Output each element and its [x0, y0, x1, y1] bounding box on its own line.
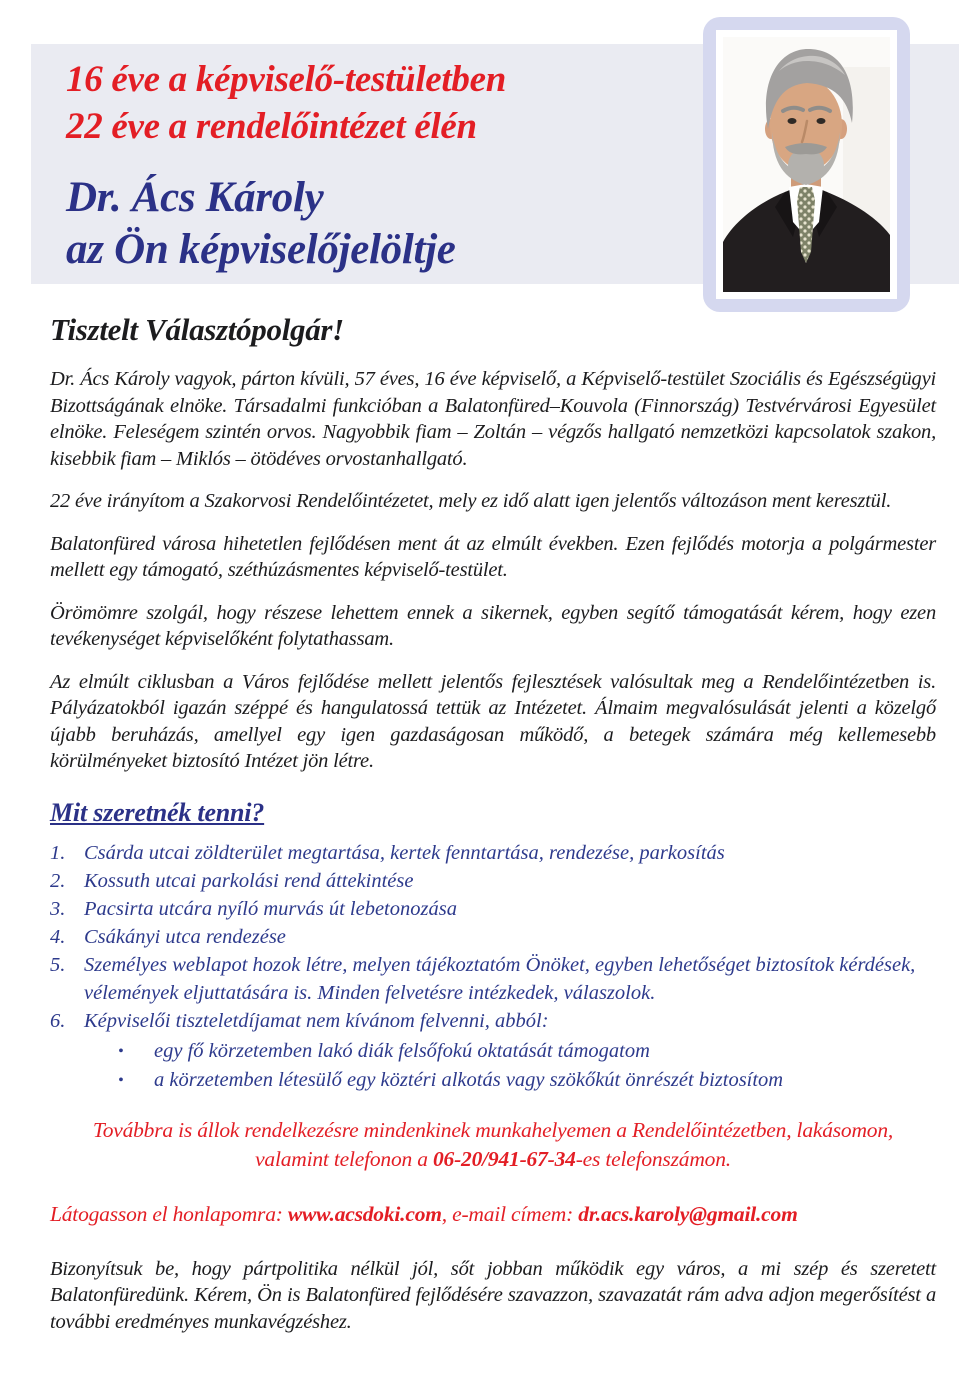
sub-bullet-1: [50, 1037, 936, 1067]
email-address: dr.acs.karoly@gmail.com: [578, 1201, 798, 1226]
todo-item-2: [50, 867, 936, 895]
paragraph-city: Balatonfüred városa hihetetlen fejlődésen ment át az elmúlt években. Ezen fejlődés motorja a polgármester mellett egy támogató, széthúzásmentes képviselő-testület.: [50, 532, 936, 581]
todo-item-number: 2.: [50, 869, 66, 892]
availability-text: Továbbra is állok rendelkezésre mindenkinek munkahelyemen a Rendelőintézetben, lakásomon, valamint telefonon a: [92, 1117, 894, 1171]
tenure-line-1: 16 éve a képviselő-testületben: [66, 59, 507, 100]
candidate-role: az Ön képviselőjelöltje: [66, 226, 456, 273]
sub-bullet-text: a körzetemben létesülő egy köztéri alkotás vagy szökőkút önrészét biztosítom: [154, 1069, 784, 1091]
todo-item-number: 6.: [50, 1009, 66, 1032]
todo-item-number: 3.: [50, 897, 66, 920]
paragraph-gratitude: Örömömre szolgál, hogy részese lehettem ennek a sikernek, egyben segítő támogatását kérem, hogy ezen tevékenységet képviselőként folytathassam.: [50, 601, 936, 650]
todo-item-text: Kossuth utcai parkolási rend áttekintése: [84, 869, 414, 892]
tenure-line-2: 22 éve a rendelőintézet élén: [66, 106, 477, 147]
contact-intro: Látogasson el honlapomra:: [50, 1201, 288, 1226]
salutation: Tisztelt Választópolgár!: [50, 312, 344, 347]
todo-item-4: [50, 923, 936, 951]
letter-body: [50, 310, 936, 1335]
website-url: www.acsdoki.com: [287, 1201, 442, 1226]
portrait-illustration: [723, 37, 890, 292]
bullet-icon: •: [118, 1072, 124, 1089]
todo-item-text: Csákányi utca rendezése: [84, 925, 286, 948]
todo-item-text: Személyes weblapot hozok létre, melyen tájékoztatóm Önöket, egyben lehetőséget biztosítok kérdések, vélemények eljuttatására is. Minden felvetésre intézkedek, válaszolok.: [84, 953, 916, 1004]
paragraph-developments: Az elmúlt ciklusban a Város fejlődése mellett jelentős fejlesztések valósultak meg a Rendelőintézetben is. Pályázatokból igazán széppé és hangulatossá tettük az Intézetet. Álmaim megvalósulását jelenti a közelgő újabb beruházás, amellyel egy igen gazdaságosan működő, a betegek számára még kellemesebb körülményeket biztosító Intézet jön létre.: [50, 670, 936, 772]
header-titles: [66, 56, 506, 276]
todo-sub-bullets: [50, 1037, 936, 1096]
candidate-photo: [716, 30, 897, 299]
paragraph-intro: Dr. Ács Károly vagyok, párton kívüli, 57 éves, 16 éve képviselő, a Képviselő-testület Szociális és Egészségügyi Bizottságának elnöke. Társadalmi funkcióban a Balatonfüred–Kouvola (Finnország) Testvérvárosi Egyesület elnöke. Feleségem szintén orvos. Nagyobbik fiam – Zoltán – végzős hallgató nemzetközi kapcsolatok szakon, kisebbik fiam – Miklós – ötödéves orvostanhallgató.: [50, 368, 936, 470]
availability-notice: [71, 1116, 916, 1174]
bullet-icon: •: [118, 1042, 124, 1060]
todo-item-3: [50, 895, 936, 923]
candidate-title: [66, 172, 506, 276]
candidate-photo-frame: [703, 17, 910, 312]
contact-line: [50, 1200, 936, 1229]
todo-item-1: [50, 839, 936, 867]
todo-item-text: Képviselői tiszteletdíjamat nem kívánom felvenni, abból:: [84, 1009, 549, 1032]
sub-bullet-text: egy fő körzetemben lakó diák felsőfokú oktatását támogatom: [154, 1039, 650, 1062]
todo-item-number: 4.: [50, 925, 66, 948]
todo-item-number: 1.: [50, 841, 66, 864]
sub-bullet-2: [50, 1066, 936, 1096]
todo-list-title: Mit szeretnék tenni?: [50, 797, 265, 827]
todo-item-text: Csárda utcai zöldterület megtartása, kertek fenntartása, rendezése, parkosítás: [84, 841, 725, 864]
todo-item-text: Pacsirta utcára nyíló murvás út lebetonozása: [84, 897, 457, 920]
closing-paragraph: Bizonyítsuk be, hogy pártpolitika nélkül jól, sőt jobban működik egy város, a mi szép és szeretett Balatonfüredünk. Kérem, Ön is Balatonfüred fejlődésére szavazzon, szavazatát rám adva adjon megerősítést a további eredményes munkavégzéshez.: [50, 1257, 936, 1333]
availability-suffix: -es telefonszámon.: [575, 1146, 731, 1171]
tenure-title: [66, 56, 506, 150]
todo-list: [50, 839, 936, 1096]
contact-mid: , e-mail címem:: [441, 1201, 579, 1226]
todo-item-number: 5.: [50, 953, 66, 976]
phone-number: 06-20/941-67-34: [432, 1146, 576, 1171]
candidate-name: Dr. Ács Károly: [66, 174, 324, 221]
todo-item-6: [50, 1007, 936, 1035]
paragraph-institute: 22 éve irányítom a Szakorvosi Rendelőintézetet, mely ez idő alatt igen jelentős változáson ment keresztül.: [50, 490, 892, 512]
todo-item-5: [50, 951, 936, 1007]
